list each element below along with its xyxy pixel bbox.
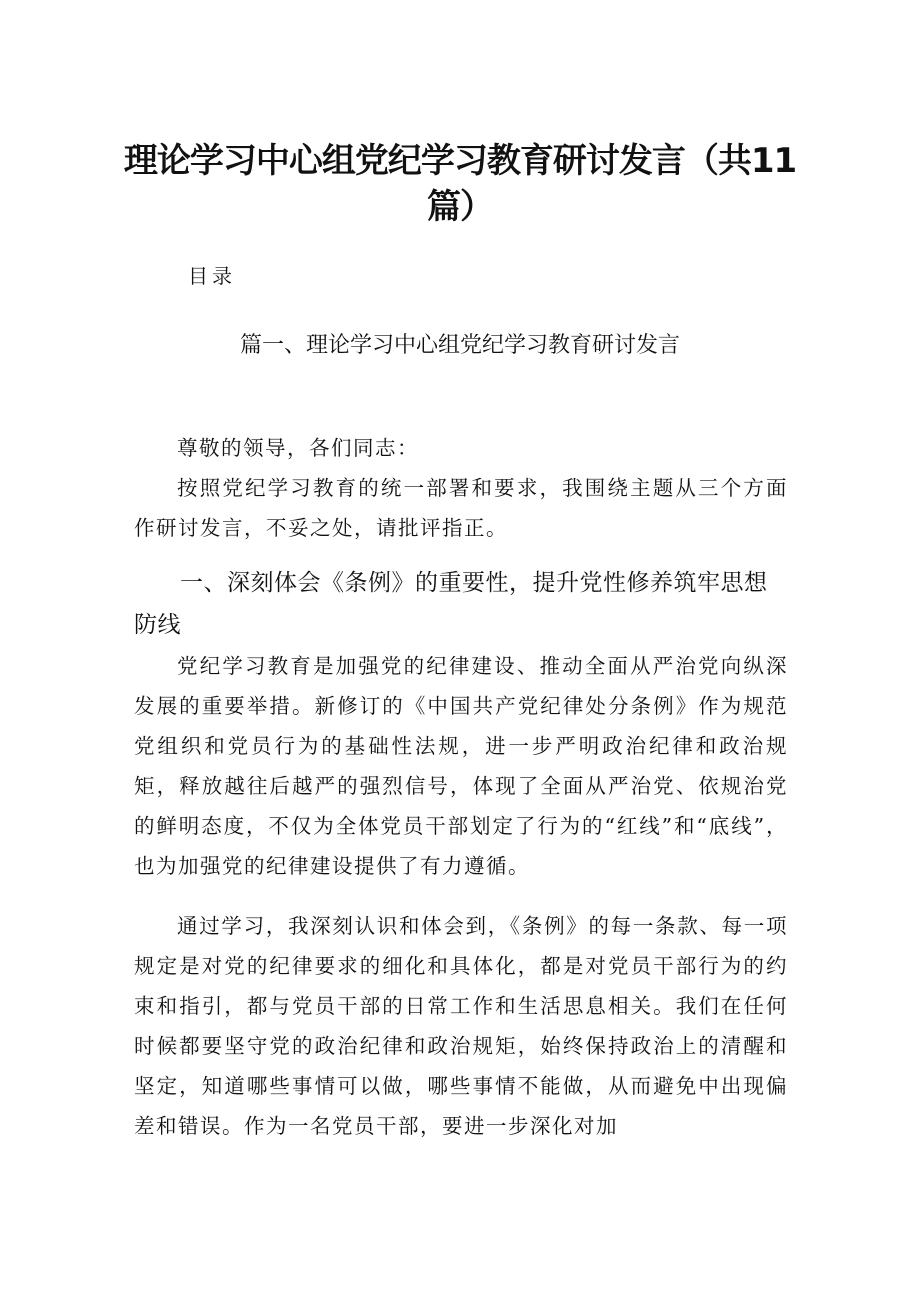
salutation: 尊敬的领导，各们同志： (177, 436, 420, 460)
toc-label: 目录 (188, 264, 236, 288)
body-paragraph-2: 通过学习，我深刻认识和体会到，《条例》的每一条款、每一项规定是对党的纪律要求的细化和具体化，都是对党员干部行为的约束和指引，都与党员干部的日常工作和生活思息相关。我们在任何时候都要坚守党的政治纪律和政治规矩，始终保持政治上的清醒和坚定，知道哪些事情可以做，哪些事情不能做，从而避免中出现偏差和错误。作为一名党员干部，要进一步深化对加 (134, 914, 788, 1138)
intro-paragraph: 按照党纪学习教育的统一部署和要求，我围绕主题从三个方面作研讨发言，不妥之处，请批评指正。 (134, 476, 788, 540)
section-heading-1: 一、深刻体会《条例》的重要性，提升党性修养筑牢思想防线 (134, 570, 768, 638)
toc-item: 篇一、理论学习中心组党纪学习教育研讨发言 (239, 333, 680, 358)
body-paragraph-1: 党纪学习教育是加强党的纪律建设、推动全面从严治党向纵深发展的重要举措。新修订的《中国共产党纪律处分条例》作为规范党组织和党员行为的基础性法规，进一步严明政治纪律和政治规矩，释放越往后越严的强烈信号，体现了全面从严治党、依规治党的鲜明态度，不仅为全体党员干部划定了行为的“红线”和“底线”，也为加强党的纪律建设提供了有力遵循。 (134, 654, 788, 878)
document-title: 理论学习中心组党纪学习教育研讨发言（共11篇） (123, 141, 797, 227)
